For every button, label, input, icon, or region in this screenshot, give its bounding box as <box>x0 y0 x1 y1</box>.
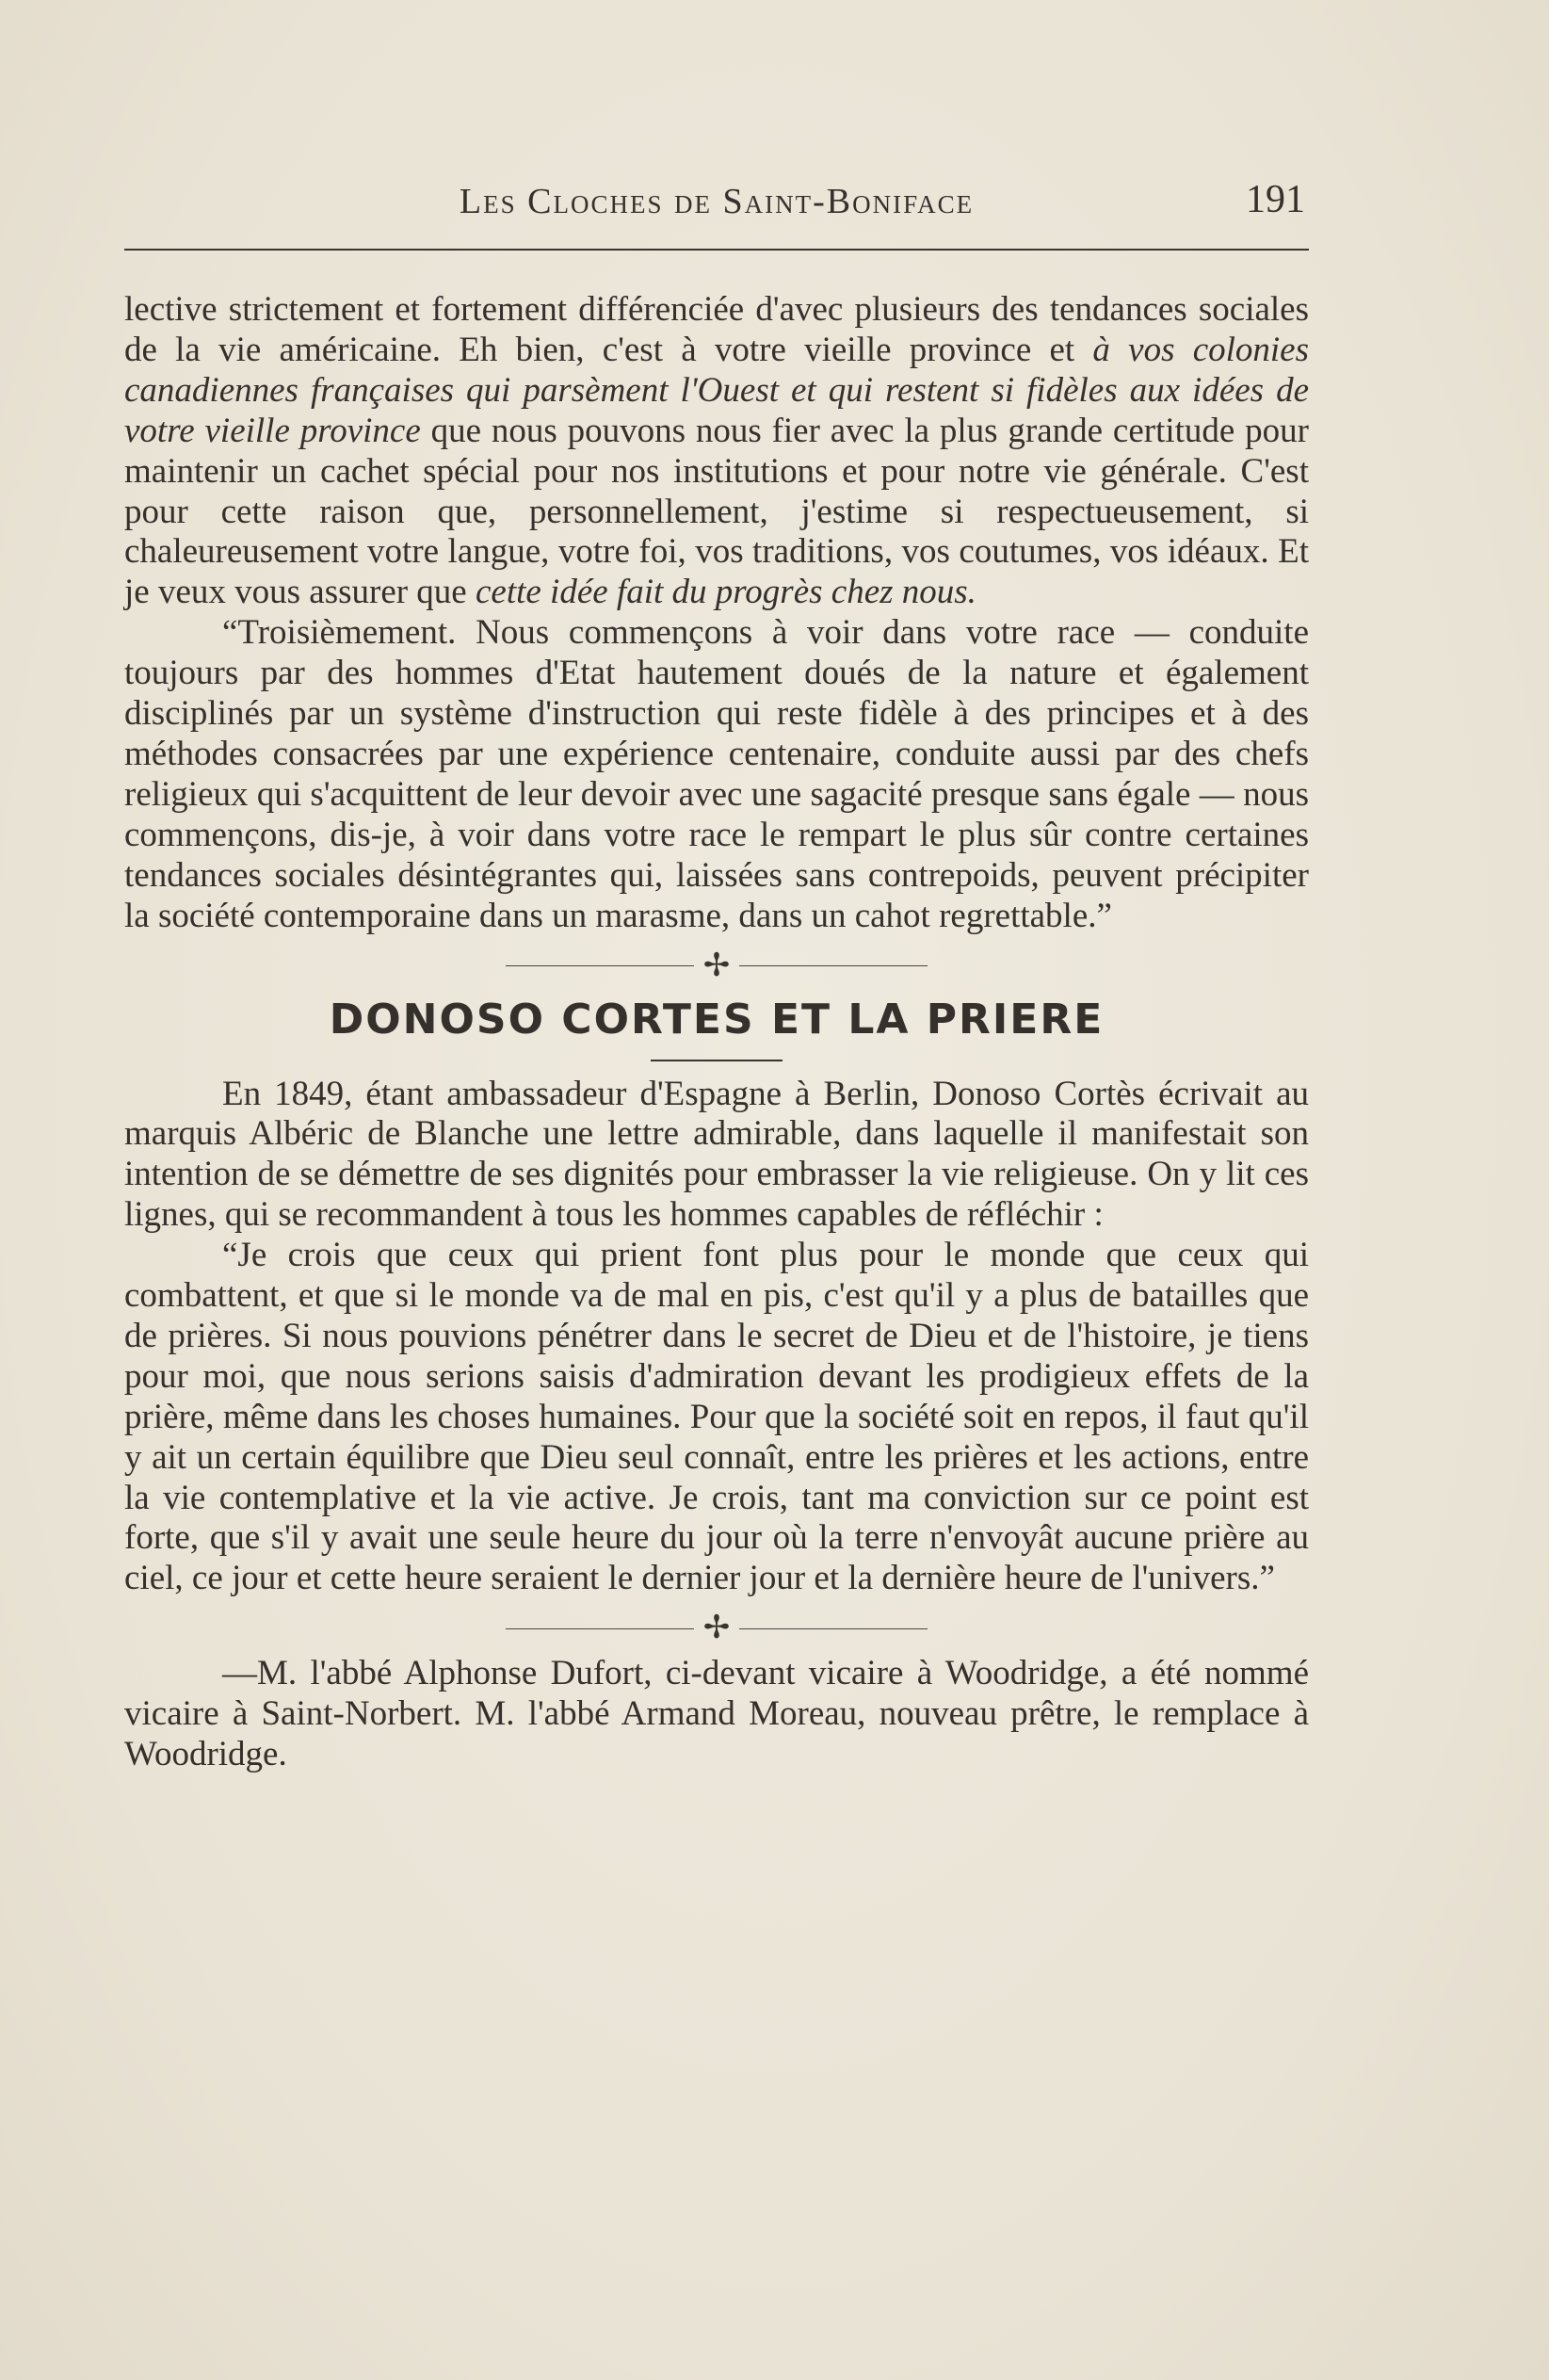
ornament-rule-left <box>506 965 694 967</box>
text-run: lective strictement et fortement différenciée d'avec plusieurs des tendances sociales de la vie américaine. Eh bien, c'est à votre vieille province et <box>124 290 1309 369</box>
article-paragraph: En 1849, étant ambassadeur d'Espagne à Berlin, Donoso Cortès écrivait au marquis Albéric de Blanche une lettre admirable, dans laquelle il manifestait son intention de se démettre de ses dignités pour embrasser la vie religieuse. On y lit ces lignes, qui se recommandent à tous les hommes capables de réfléchir : <box>124 1074 1309 1235</box>
page-number: 191 <box>1246 178 1305 221</box>
ornament-rule-right <box>739 1628 928 1630</box>
cross-ornament-icon: ✢ <box>702 947 731 983</box>
notice-paragraph: —M. l'abbé Alphonse Dufort, ci-devant vicaire à Woodridge, a été nommé vicaire à Saint-Norbert. M. l'abbé Armand Moreau, nouveau prêtre, le remplace à Woodridge. <box>124 1654 1309 1774</box>
page-body <box>124 290 1309 1775</box>
title-rule <box>651 1060 783 1061</box>
section-ornament <box>124 1607 1309 1650</box>
article-quote: “Je crois que ceux qui prient font plus pour le monde que ceux qui combattent, et que si le monde va de mal en pis, c'est qu'il y a plus de batailles que de prières. Si nous pouvions pénétrer dans le secret de Dieu et de l'histoire, je tiens pour moi, que nous serions saisis d'admiration devant les prodigieux effets de la prière, même dans les choses humaines. Pour que la société soit en repos, il faut qu'il y ait un certain équilibre que Dieu seul connaît, entre les prières et les actions, entre la vie contemplative et la vie active. Je crois, tant ma conviction sur ce point est forte, que s'il y avait une seule heure du jour où la terre n'envoyât aucune prière au ciel, ce jour et cette heure seraient le dernier jour et la dernière heure de l'univers.” <box>124 1236 1309 1598</box>
continuation-paragraph <box>124 290 1309 613</box>
italic-run: à vos colonies canadiennes françaises qui parsèment l'Ouest et qui restent si fidèles aux idées de votre vieille province <box>124 330 1310 450</box>
article-title: DONOSO CORTES ET LA PRIERE <box>329 995 1105 1044</box>
text-run: que nous pouvons nous fier avec la plus grande certitude pour maintenir un cachet spécial pour nos institutions et pour notre vie générale. C'est pour cette raison que, personnellement, j'estime si respectueusement, si chaleureusement votre langue, votre foi, vos traditions, vos coutumes, vos idéaux. Et je veux vous assurer que <box>124 411 1309 612</box>
running-title: Les Cloches de Saint-Boniface <box>459 182 975 221</box>
page-header <box>124 175 1309 232</box>
header-rule <box>124 249 1309 251</box>
quote-paragraph: “Troisièmement. Nous commençons à voir dans votre race — conduite toujours par des hommes d'Etat hautement doués de la nature et également disciplinés par un système d'instruction qui reste fidèle à des principes et à des méthodes consacrées par une expérience centenaire, conduite aussi par des chefs religieux qui s'acquittent de leur devoir avec une sagacité presque sans égale — nous commençons, dis-je, à voir dans votre race le rempart le plus sûr contre certaines tendances sociales désintégrantes qui, laissées sans contrepoids, peuvent précipiter la société contemporaine dans un marasme, dans un cahot regrettable.” <box>124 613 1309 935</box>
italic-run: cette idée fait du progrès chez nous. <box>475 573 976 612</box>
ornament-rule-left <box>506 1628 694 1630</box>
section-ornament <box>124 945 1309 988</box>
ornament-rule-right <box>739 965 928 967</box>
cross-ornament-icon: ✢ <box>702 1611 731 1646</box>
